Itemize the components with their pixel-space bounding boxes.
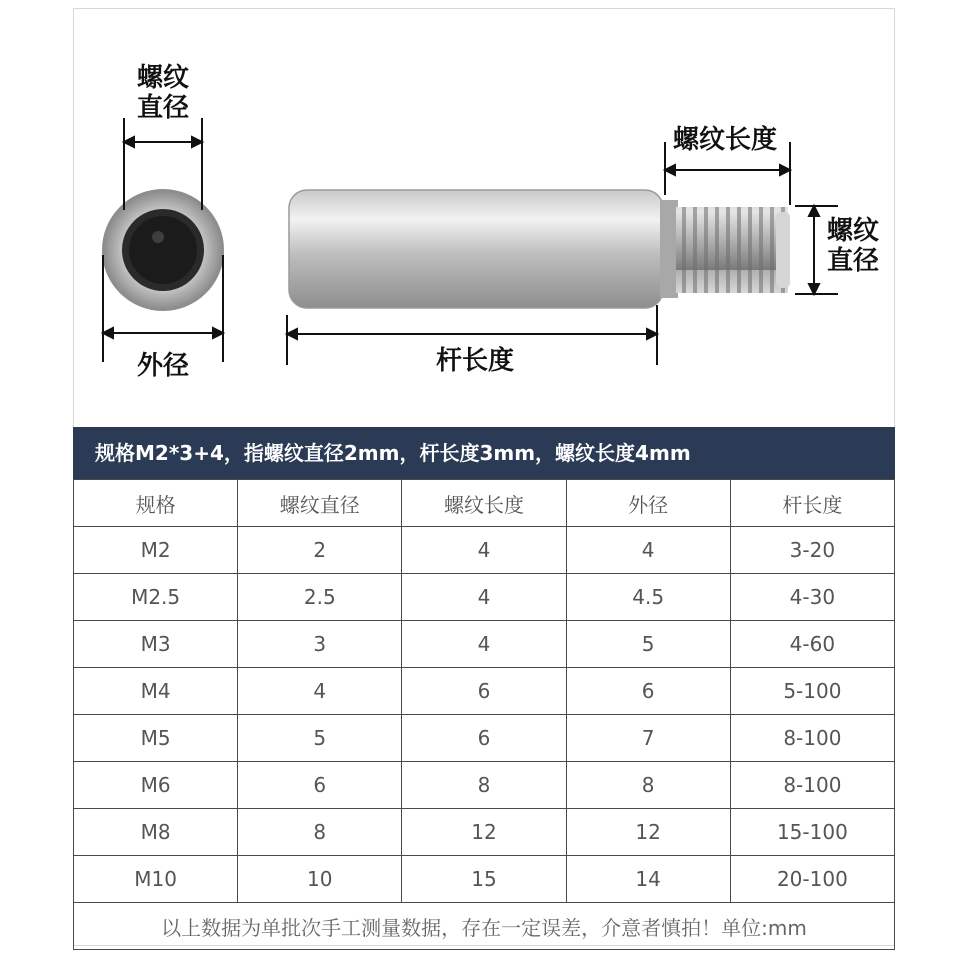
- cell: M2: [74, 527, 238, 574]
- cell: 14: [566, 856, 730, 903]
- thread-diameter-right-label: [818, 217, 888, 277]
- footer-note: 以上数据为单批次手工测量数据，存在一定误差，介意者慎拍！单位:mm: [74, 903, 895, 950]
- table-row: [74, 809, 895, 856]
- spec-banner: 规格M2*3+4，指螺纹直径2mm，杆长度3mm，螺纹长度4mm: [73, 427, 895, 479]
- table-row: [74, 762, 895, 809]
- cell: 5-100: [730, 668, 894, 715]
- table-row: [74, 527, 895, 574]
- table-row: [74, 668, 895, 715]
- cell: 8: [566, 762, 730, 809]
- header-thread-diameter: 螺纹直径: [238, 480, 402, 527]
- cell: 12: [402, 809, 566, 856]
- cell: 6: [566, 668, 730, 715]
- cell: 4-60: [730, 621, 894, 668]
- table-row: [74, 856, 895, 903]
- table-row: [74, 715, 895, 762]
- cell: 4: [566, 527, 730, 574]
- label-line: 直径: [136, 92, 189, 123]
- header-rod-length: 杆长度: [730, 480, 894, 527]
- cell: 4: [402, 574, 566, 621]
- header-spec: 规格: [74, 480, 238, 527]
- cell: 6: [402, 715, 566, 762]
- cell: M8: [74, 809, 238, 856]
- thread-length-label: 螺纹长度: [672, 125, 777, 155]
- cell: M2.5: [74, 574, 238, 621]
- cell: 4: [238, 668, 402, 715]
- cell: 2.5: [238, 574, 402, 621]
- table-header-row: [74, 480, 895, 527]
- cell: 7: [566, 715, 730, 762]
- cell: 3-20: [730, 527, 894, 574]
- cell: M4: [74, 668, 238, 715]
- cell: 8: [402, 762, 566, 809]
- rod-length-label: 杆长度: [435, 346, 514, 376]
- cell: 4.5: [566, 574, 730, 621]
- cell: 20-100: [730, 856, 894, 903]
- table-row: [74, 621, 895, 668]
- cell: 5: [566, 621, 730, 668]
- cell: 6: [238, 762, 402, 809]
- cell: M5: [74, 715, 238, 762]
- cell: M3: [74, 621, 238, 668]
- cell: M10: [74, 856, 238, 903]
- cell: 4-30: [730, 574, 894, 621]
- cell: 8: [238, 809, 402, 856]
- table-row: [74, 574, 895, 621]
- cell: 3: [238, 621, 402, 668]
- cell: 8-100: [730, 715, 894, 762]
- cell: 4: [402, 527, 566, 574]
- cell: 15-100: [730, 809, 894, 856]
- header-thread-length: 螺纹长度: [402, 480, 566, 527]
- cell: 2: [238, 527, 402, 574]
- cell: 6: [402, 668, 566, 715]
- cell: M6: [74, 762, 238, 809]
- cell: 15: [402, 856, 566, 903]
- cell: 10: [238, 856, 402, 903]
- label-line: 螺纹: [136, 63, 189, 93]
- label-line: 螺纹: [826, 216, 879, 246]
- rod-side-view-image: [289, 190, 790, 308]
- cell: 4: [402, 621, 566, 668]
- cell: 5: [238, 715, 402, 762]
- spec-table: [73, 479, 895, 950]
- header-outer-diameter: 外径: [566, 480, 730, 527]
- cell: 12: [566, 809, 730, 856]
- table-footer-row: [74, 903, 895, 950]
- label-line: 直径: [826, 245, 879, 276]
- outer-diameter-label: 外径: [136, 351, 189, 381]
- cell: 8-100: [730, 762, 894, 809]
- end-view-image: [103, 190, 223, 310]
- thread-diameter-left-label: [128, 64, 198, 124]
